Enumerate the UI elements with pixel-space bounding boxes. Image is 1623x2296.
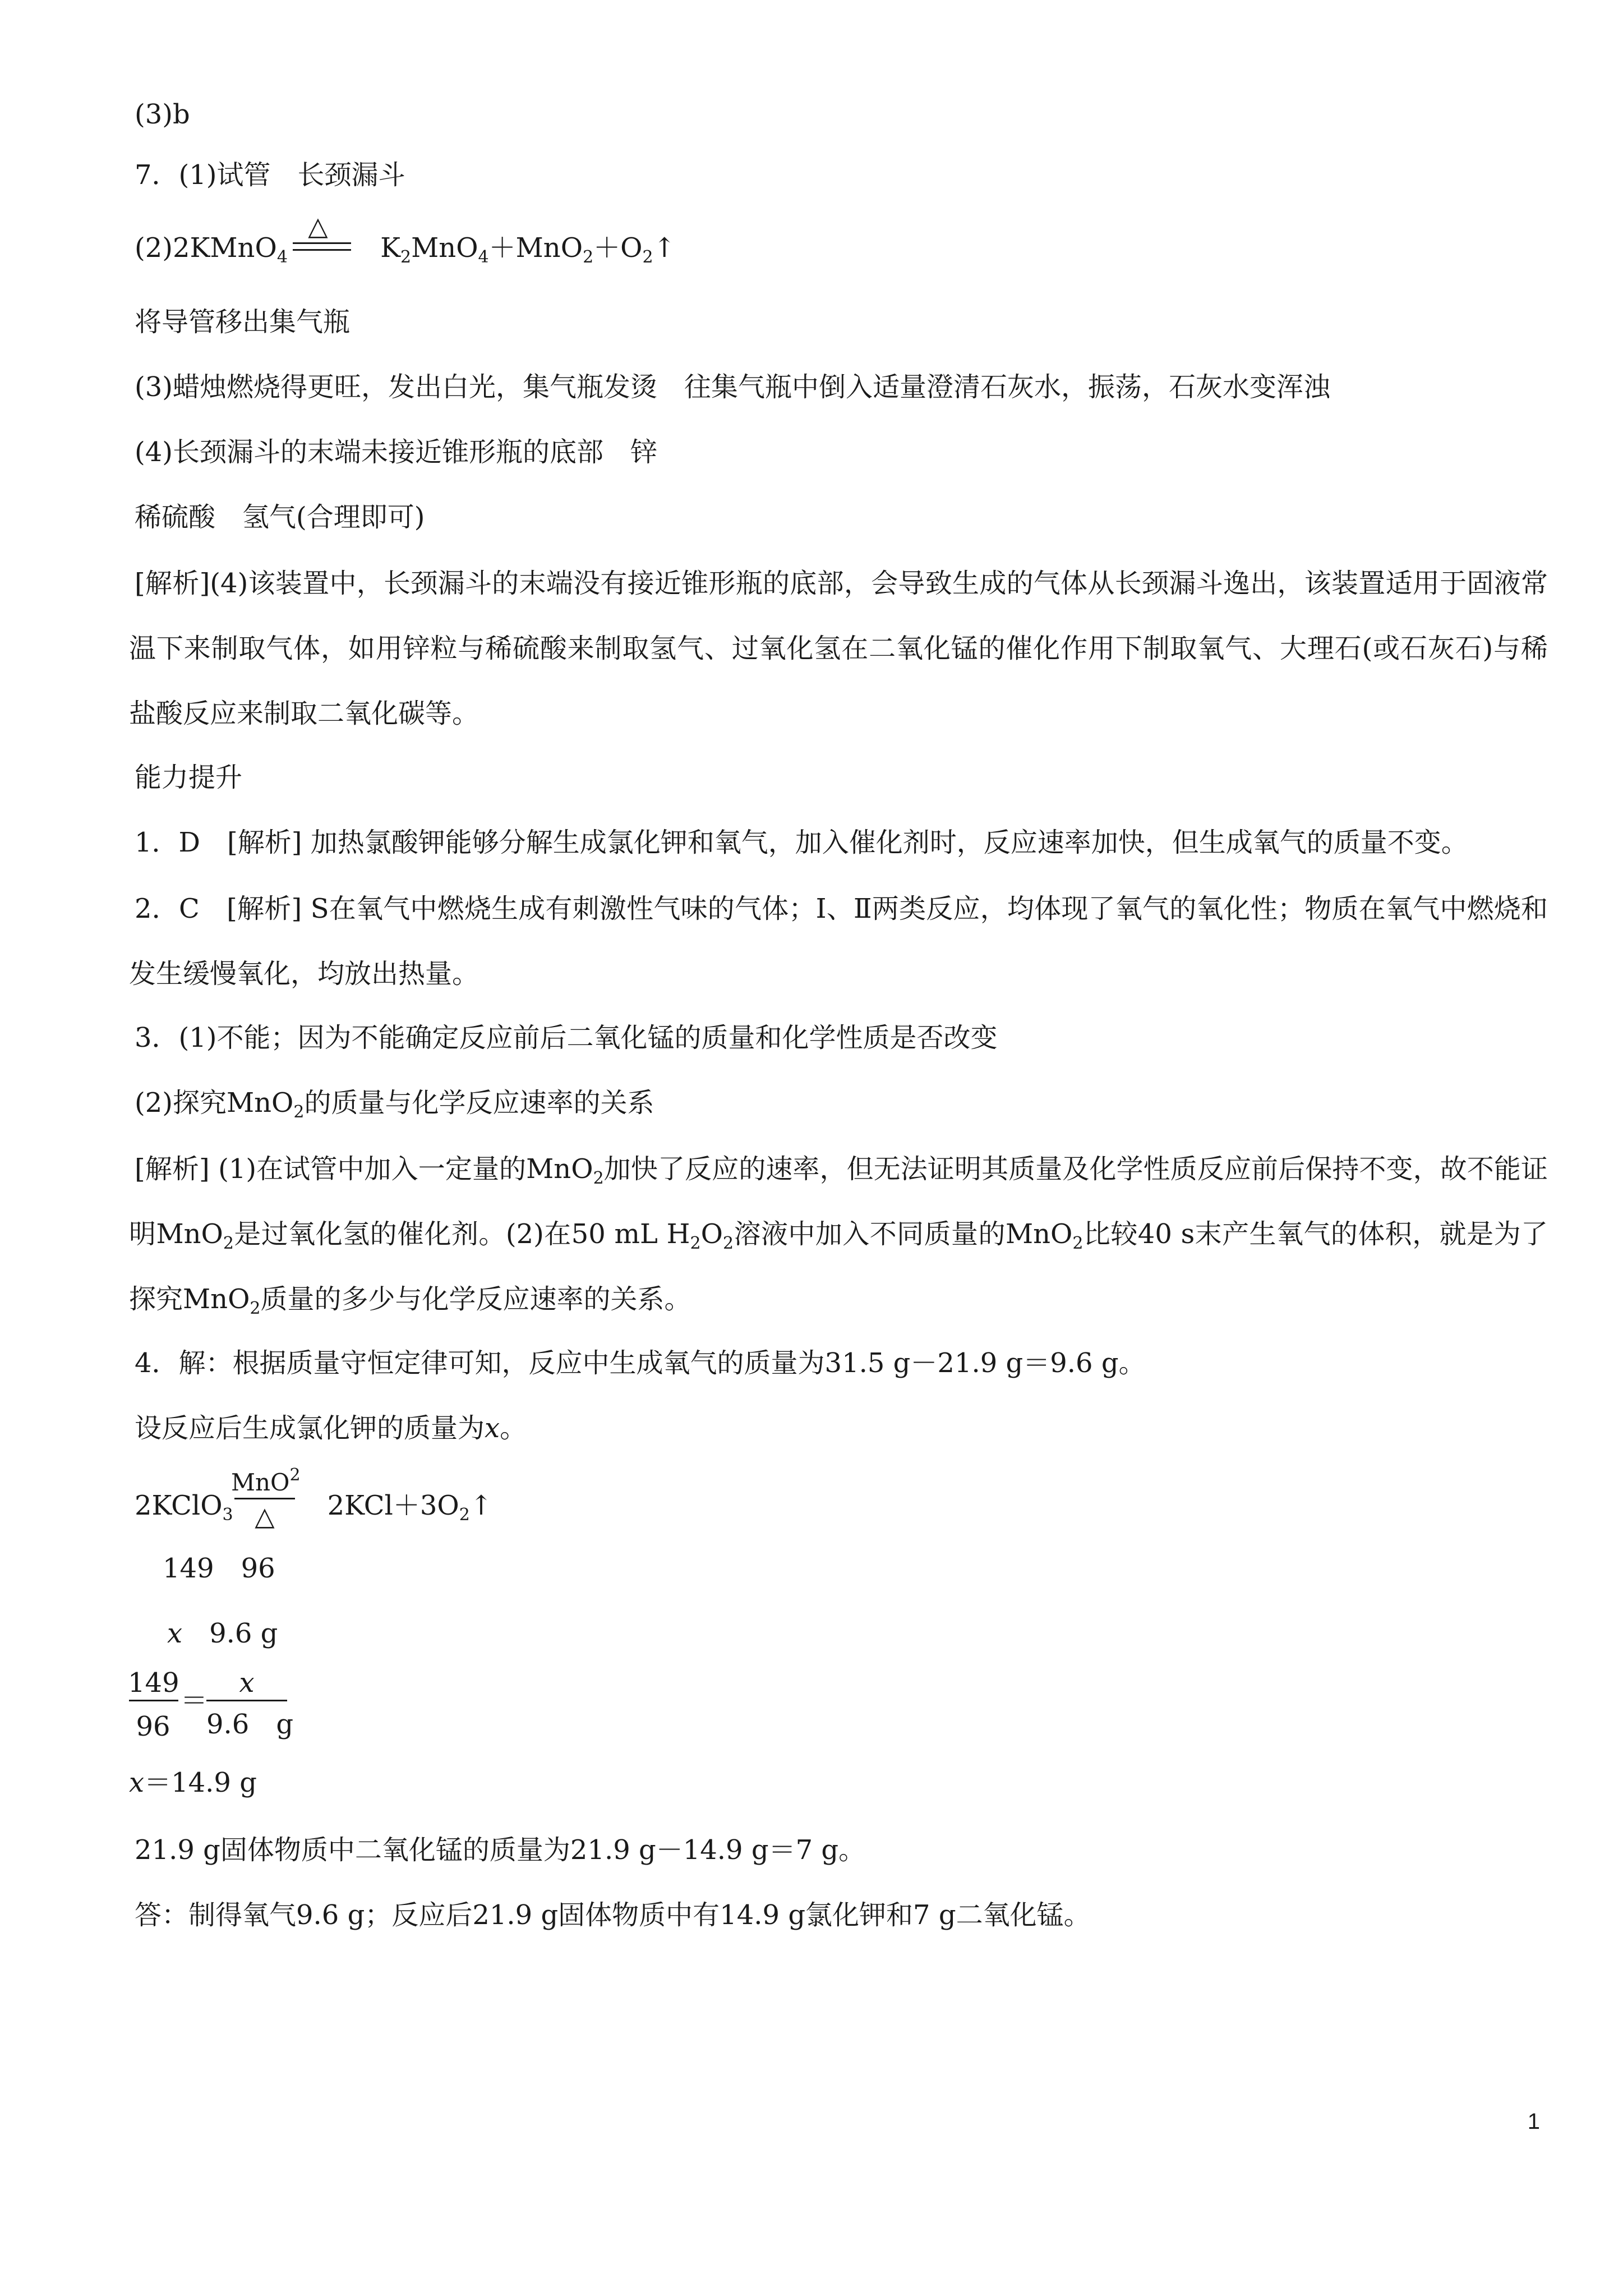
fraction-1-bar [129, 1700, 178, 1701]
answer-ability-1: 1．D [解析] 加热氯酸钾能够分解生成氯化钾和氧气，加入催化剂时，反应速率加快，但生成氧气的质量不变。 [135, 827, 1468, 858]
answer-7-3: (3)蜡烛燃烧得更旺，发出白光，集气瓶发烫 往集气瓶中倒入适量澄清石灰水，振荡，石灰水变浑浊 [135, 371, 1330, 403]
answer-ability-2: 2．C [解析] S在氧气中燃烧生成有刺激性气味的气体；Ⅰ、Ⅱ两类反应，均体现了氧气的氧化性；物质在氧气中燃烧和发生缓慢氧化，均放出热量。 [129, 893, 1548, 990]
answer-ability-3-1: 3．(1)不能；因为不能确定反应前后二氧化锰的质量和化学性质是否改变 [135, 1022, 998, 1053]
fraction-2-denominator: 9.6 g [206, 1709, 294, 1740]
answer-3-3: (3)b [135, 99, 190, 130]
answer-7-2-note: 将导管移出集气瓶 [135, 306, 351, 338]
analysis-7: [解析](4)该装置中，长颈漏斗的末端没有接近锥形瓶的底部，会导致生成的气体从长颈漏斗逸出，该装置适用于固液常温下来制取气体，如用锌粒与稀硫酸来制取氢气、过氧化氢在二氧化锰的催化作用下制取氧气、大理石(或石灰石)与稀盐酸反应来制取二氧化碳等。 [129, 568, 1548, 729]
answer-ability-4-intro: 4．解：根据质量守恒定律可知，反应中生成氧气的质量为31.5 g－21.9 g＝9.6 g。 [135, 1347, 1146, 1379]
page-number: 1 [1527, 2109, 1540, 2134]
relative-mass-row: 149 96 [163, 1553, 275, 1584]
fraction-2-numerator: x [239, 1667, 255, 1699]
equation-bar [234, 1498, 295, 1499]
fraction-1-numerator: 149 [128, 1667, 179, 1699]
answer-ability-4-mno2: 21.9 g固体物质中二氧化锰的质量为21.9 g－14.9 g＝7 g。 [135, 1834, 866, 1866]
fraction-1-denominator: 96 [136, 1711, 170, 1742]
answer-ability-4-assume: 设反应后生成氯化钾的质量为x。 [135, 1412, 527, 1444]
heat-condition: △ [255, 1501, 275, 1531]
proportion-equals: ＝ [181, 1685, 208, 1717]
answer-7-4-cont: 稀硫酸 氢气(合理即可) [135, 501, 425, 533]
equation-kclo3: 2KClO$_3$ $2KCl+3O_2↑$ [135, 1490, 493, 1525]
equation-bar-top [293, 242, 351, 244]
actual-mass-row: x 9.6 g [167, 1618, 278, 1649]
equation-kmno4: (2)2KMnO$_4$ $K_2MnO_4+MnO_2+O_2↑$ [135, 232, 676, 267]
answer-ability-4-final: 答：制得氧气9.6 g；反应后21.9 g固体物质中有14.9 g氯化钾和7 g二氧化锰。 [135, 1899, 1091, 1931]
fraction-2-bar [206, 1700, 287, 1701]
answer-7-4: (4)长颈漏斗的末端未接近锥形瓶的底部 锌 [135, 436, 657, 468]
result-x: x＝14.9 g [129, 1767, 257, 1798]
equation-bar-bottom [293, 249, 351, 251]
answer-7-1: 7．(1)试管 长颈漏斗 [135, 159, 405, 191]
catalyst-condition: MnO$^2$ [231, 1465, 301, 1496]
analysis-ability-3: [解析] (1)在试管中加入一定量的MnO$_2$加快了反应的速率，但无法证明其质量及化学性质反应前后保持不变，故不能证明MnO$_2$是过氧化氢的催化剂。(2)在50 mL $H_2O_2$溶液中加入不同质量的MnO$_2$比较40 s末产生氧气的体积，就是为了探究MnO$_2$质量的多少与化学反应速率的关系。 [129, 1153, 1548, 1318]
answer-ability-3-2: (2)探究MnO$_2$的质量与化学反应速率的关系 [135, 1087, 654, 1122]
section-heading-ability: 能力提升 [135, 762, 243, 793]
heat-condition: △ [308, 211, 328, 241]
